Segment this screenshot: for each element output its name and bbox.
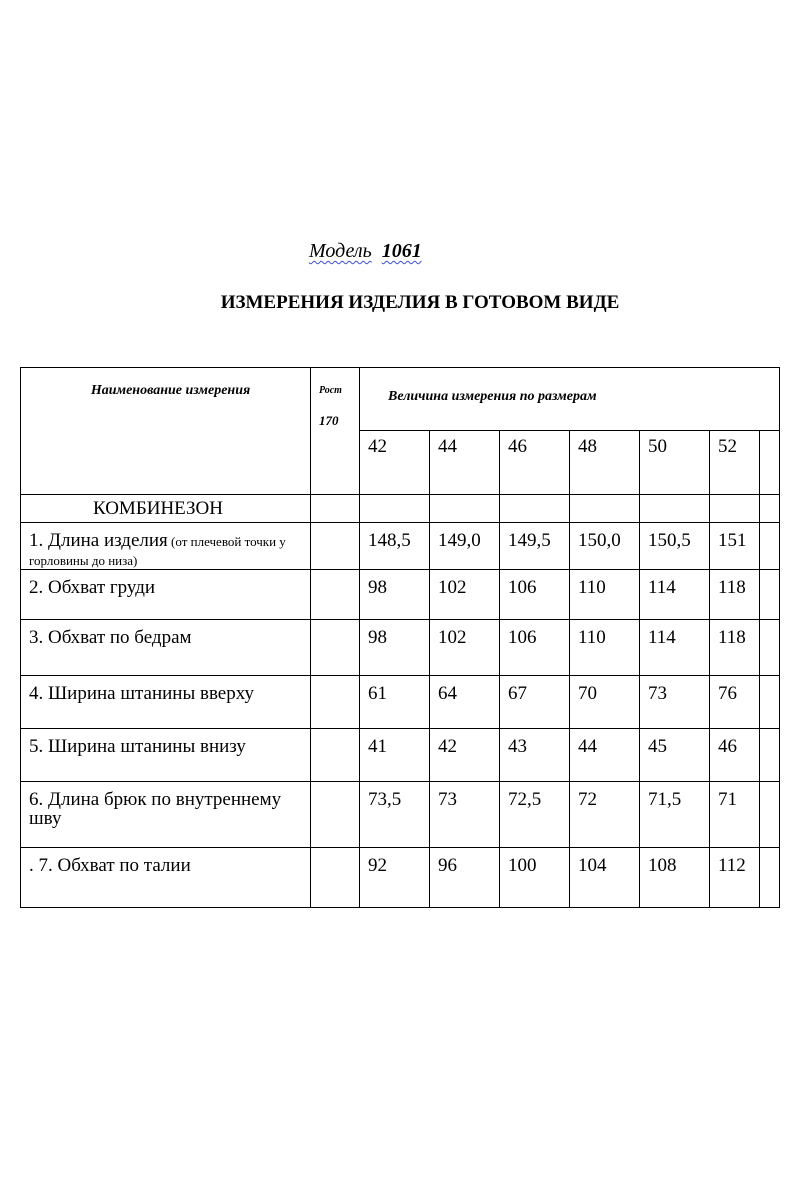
blank-cell: [760, 729, 780, 782]
table-row: [21, 729, 780, 782]
rost-cell: [311, 620, 360, 676]
value-cell: 61: [360, 676, 430, 729]
rost-cell: [311, 782, 360, 848]
value-cell: 98: [360, 620, 430, 676]
value-cell: 67: [500, 676, 570, 729]
value-cell: 110: [570, 570, 640, 620]
rost-cell: [311, 848, 360, 908]
model-label: Модель: [309, 240, 372, 262]
rost-cell: [311, 570, 360, 620]
model-number: 1061: [381, 240, 422, 262]
blank-column: [760, 431, 780, 495]
value-cell: 43: [500, 729, 570, 782]
measurement-name: 6. Длина брюк по внутреннему шву: [21, 782, 311, 848]
rost-value: 170: [319, 413, 339, 428]
value-cell: 46: [710, 729, 760, 782]
table-row: [21, 620, 780, 676]
value-cell: 100: [500, 848, 570, 908]
value-cell: 72: [570, 782, 640, 848]
size-52: 52: [710, 431, 760, 495]
size-48: 48: [570, 431, 640, 495]
blank-cell: [760, 620, 780, 676]
value-cell: 104: [570, 848, 640, 908]
value-cell: 118: [710, 620, 760, 676]
value-cell: 108: [640, 848, 710, 908]
section-title: КОМБИНЕЗОН: [21, 495, 311, 523]
blank-cell: [760, 676, 780, 729]
measurement-name: 3. Обхват по бедрам: [21, 620, 311, 676]
blank-cell: [760, 570, 780, 620]
model-title: [309, 240, 422, 263]
table-row: [21, 570, 780, 620]
value-cell: 114: [640, 570, 710, 620]
rost-label: Рост: [319, 385, 342, 396]
measurements-table: [20, 367, 780, 908]
blank-cell: [760, 848, 780, 908]
value-cell: 112: [710, 848, 760, 908]
value-cell: 150,0: [570, 523, 640, 570]
value-cell: 110: [570, 620, 640, 676]
size-42: 42: [360, 431, 430, 495]
rost-cell: [311, 676, 360, 729]
value-cell: 151: [710, 523, 760, 570]
value-cell: 102: [430, 570, 500, 620]
table-row: [21, 523, 780, 570]
value-cell: 70: [570, 676, 640, 729]
size-50: 50: [640, 431, 710, 495]
value-cell: 71: [710, 782, 760, 848]
measurement-name: . 7. Обхват по талии: [21, 848, 311, 908]
value-cell: 72,5: [500, 782, 570, 848]
name-column-header: Наименование измерения: [21, 368, 311, 495]
rost-column-header: [311, 368, 360, 495]
measurement-name: 5. Ширина штанины внизу: [21, 729, 311, 782]
measurement-name: 4. Ширина штанины вверху: [21, 676, 311, 729]
table-row: [21, 782, 780, 848]
value-cell: 71,5: [640, 782, 710, 848]
table-row: [21, 676, 780, 729]
value-cell: 106: [500, 620, 570, 676]
value-cell: 73: [430, 782, 500, 848]
rost-cell: [311, 729, 360, 782]
value-cell: 64: [430, 676, 500, 729]
value-cell: 76: [710, 676, 760, 729]
value-cell: 44: [570, 729, 640, 782]
value-cell: 45: [640, 729, 710, 782]
value-cell: 148,5: [360, 523, 430, 570]
value-cell: 73,5: [360, 782, 430, 848]
rost-cell: [311, 523, 360, 570]
value-cell: 96: [430, 848, 500, 908]
blank-cell: [760, 523, 780, 570]
value-cell: 114: [640, 620, 710, 676]
blank-cell: [760, 782, 780, 848]
value-cell: 98: [360, 570, 430, 620]
value-cell: 149,0: [430, 523, 500, 570]
page-title: ИЗМЕРЕНИЯ ИЗДЕЛИЯ В ГОТОВОМ ВИДЕ: [220, 292, 620, 313]
value-cell: 41: [360, 729, 430, 782]
value-cell: 106: [500, 570, 570, 620]
value-cell: 42: [430, 729, 500, 782]
value-cell: 149,5: [500, 523, 570, 570]
measurement-name: 2. Обхват груди: [21, 570, 311, 620]
table-row: [21, 848, 780, 908]
measurement-name: 1. Длина изделия (от плечевой точки у горловины до низа): [21, 523, 311, 570]
size-46: 46: [500, 431, 570, 495]
value-cell: 118: [710, 570, 760, 620]
value-cell: 92: [360, 848, 430, 908]
value-cell: 150,5: [640, 523, 710, 570]
size-44: 44: [430, 431, 500, 495]
sizes-header: Величина измерения по размерам: [360, 368, 780, 431]
measurement-note: (от плечевой точки у горловины до низа): [29, 534, 286, 568]
value-cell: 102: [430, 620, 500, 676]
value-cell: 73: [640, 676, 710, 729]
